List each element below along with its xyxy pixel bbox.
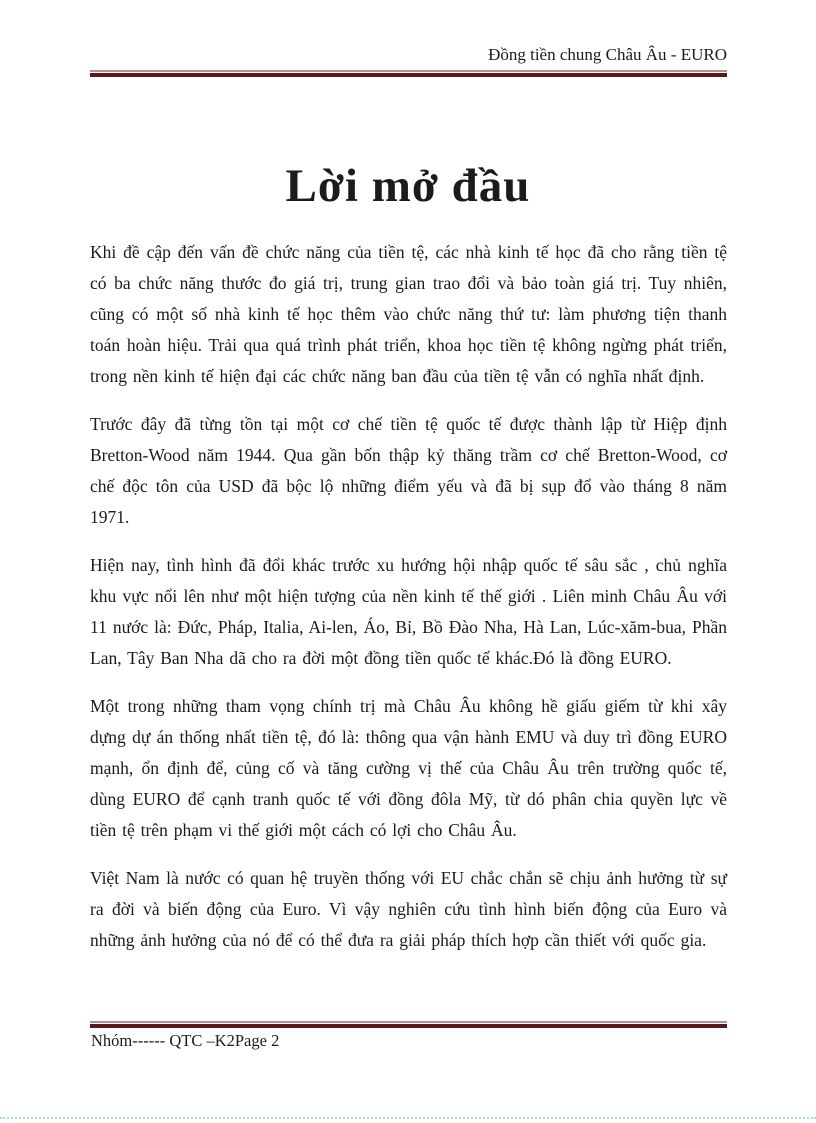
page-break-indicator-line bbox=[0, 1117, 816, 1119]
paragraph-4: Một trong những tham vọng chính trị mà Châu Âu không hề giấu giếm từ khi xây dựng dự án thống nhất tiền tệ, đó là: thông qua vận hành EMU và duy trì đồng EURO mạnh, ổn định để, củng cố và tăng cường vị thế của Châu Âu trên trường quốc tế, dùng EURO để cạnh tranh quốc tế với đồng đôla Mỹ, từ dó phân chia quyền lực về tiền tệ trên phạm vi thế giới một cách có lợi cho Châu Âu. bbox=[90, 696, 727, 840]
paragraph-5: Việt Nam là nước có quan hệ truyền thống với EU chắc chắn sẽ chịu ảnh hưởng từ sự ra đời và biến động của Euro. Vì vậy nghiên cứu tình hình biến động của Euro và những ảnh hưởng của nó để có thể đưa ra giải pháp thích hợp cần thiết với quốc gia. bbox=[90, 868, 727, 950]
document-body bbox=[90, 237, 727, 973]
page-header-title: Đồng tiền chung Châu Âu - EURO bbox=[488, 45, 727, 64]
footer-divider-rule bbox=[90, 1021, 727, 1028]
paragraph-2: Trước đây đã từng tồn tại một cơ chế tiền tệ quốc tế được thành lập từ Hiệp định Bretton-Wood năm 1944. Qua gần bốn thập kỷ thăng trầm cơ chế Bretton-Wood, cơ chế độc tôn của USD đã bộc lộ những điểm yếu và đã bị sụp đổ vào tháng 8 năm 1971. bbox=[90, 414, 727, 527]
paragraph-1: Khi đề cập đến vấn đề chức năng của tiền tệ, các nhà kinh tế học đã cho rằng tiền tệ có ba chức năng thước đo giá trị, trung gian trao đổi và bảo toàn giá trị. Tuy nhiên, cũng có một số nhà kinh tế học thêm vào chức năng thứ tư: làm phương tiện thanh toán hoàn hiệu. Trải qua quá trình phát triển, khoa học tiền tệ không ngừng phát triển, trong nền kinh tế hiện đại các chức năng ban đầu của tiền tệ vẫn có nghĩa nhất định. bbox=[90, 242, 727, 386]
document-title: Lời mở đầu bbox=[285, 160, 531, 213]
paragraph-3: Hiện nay, tình hình đã đổi khác trước xu hướng hội nhập quốc tế sâu sắc , chủ nghĩa khu vực nổi lên như một hiện tượng của nền kinh tế thế giới . Liên minh Châu Âu với 11 nước là: Đức, Pháp, Italia, Ai-len, Áo, Bỉ, Bồ Đào Nha, Hà Lan, Lúc-xăm-bua, Phần Lan, Tây Ban Nha dã cho ra đời một đồng tiền quốc tế khác.Đó là đồng EURO. bbox=[90, 555, 727, 668]
header-divider-rule bbox=[90, 70, 727, 77]
page-footer-text: Nhóm------ QTC –K2Page 2 bbox=[91, 1031, 280, 1050]
